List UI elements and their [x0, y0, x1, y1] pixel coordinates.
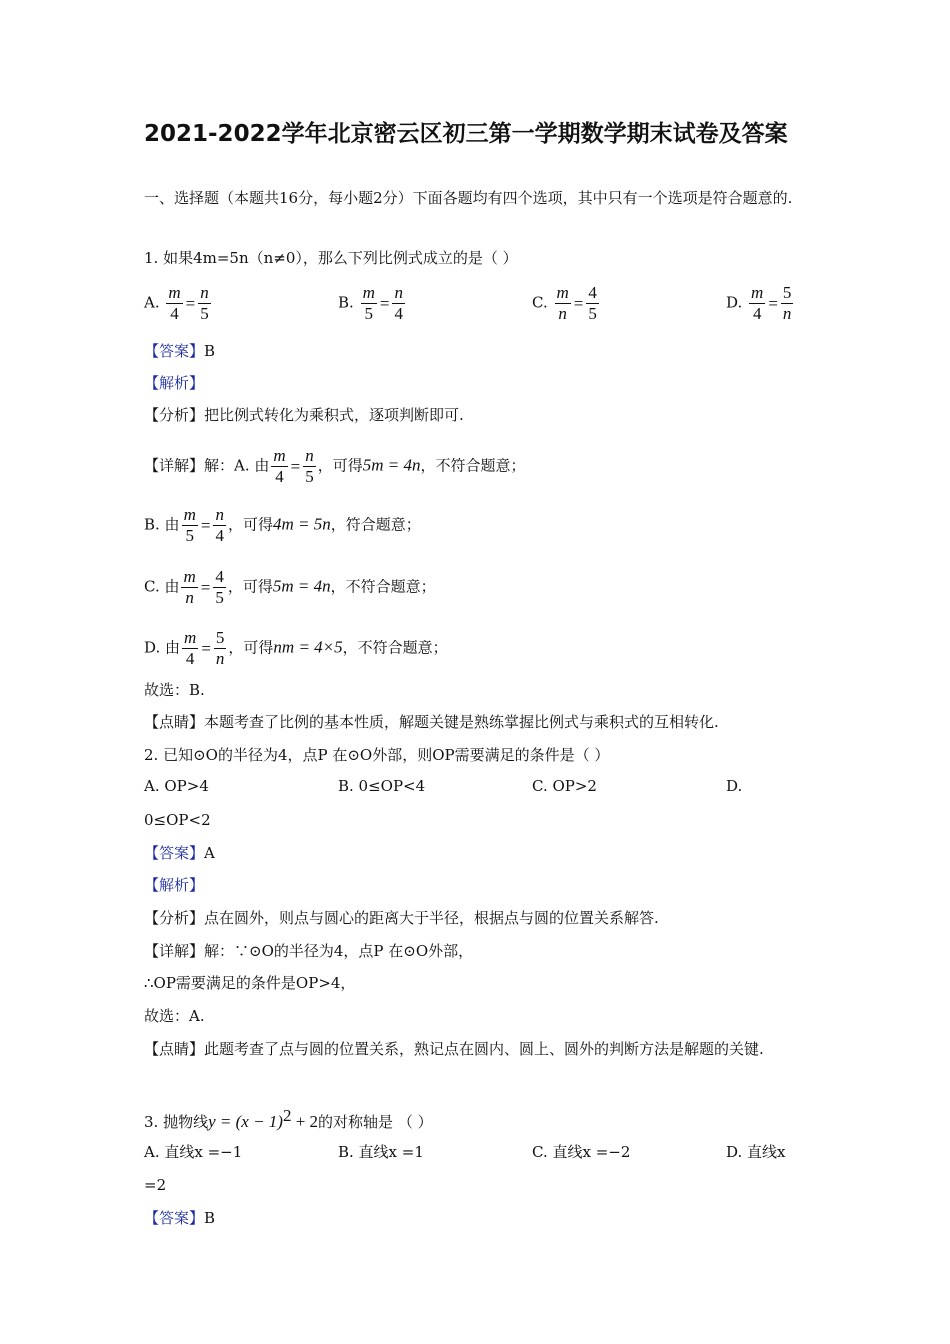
- q2-fenxi: 【分析】点在圆外，则点与圆心的距离大于半径，根据点与圆的位置关系解答.: [144, 909, 659, 927]
- q1-stem: 1. 如果4m=5n（n≠0），那么下列比例式成立的是（ ）: [144, 249, 518, 267]
- q1-option-a-frac-left: $\frac{m}{4}$: [168, 283, 181, 323]
- q3-stem: 3. 抛物线$y = (x - 1)^2 + 2$的对称轴是 （ ）: [144, 1106, 433, 1131]
- q3-option-d: D. 直线x: [726, 1143, 786, 1161]
- q1-option-a-label: A.: [144, 293, 160, 312]
- section-heading: 一、选择题（本题共16分，每小题2分）下面各题均有四个选项，其中只有一个选项是符合题意的.: [144, 189, 793, 207]
- q1-fenxi: 【分析】把比例式转化为乘积式，逐项判断即可.: [144, 406, 464, 424]
- q1-option-b: B. $\frac{m}{5}$ = $\frac{n}{4}$: [338, 283, 403, 323]
- q1-analysis-tag: 【解析】: [144, 374, 205, 392]
- q1-choose: 故选：B.: [144, 681, 205, 699]
- q2-option-b: B. 0≤OP<4: [338, 777, 426, 795]
- q2-therefore: ∴OP需要满足的条件是OP>4，: [144, 974, 356, 992]
- q1-option-c-frac-right: $\frac{4}{5}$: [588, 283, 597, 323]
- q3-answer: 【答案】B: [144, 1209, 216, 1227]
- q1-detail-b: B. 由 $\frac{m}{5}$ = $\frac{n}{4}$ ，可得4m = 5n，符合题意；: [144, 505, 421, 545]
- q2-option-a: A. OP>4: [144, 777, 209, 795]
- q2-answer: 【答案】A: [144, 844, 215, 862]
- q1-option-c-frac-left: $\frac{m}{n}$: [556, 283, 569, 323]
- q1-detail-a: 【详解】解：A. 由 $\frac{m}{4}$ = $\frac{n}{5}$ ，可得5m = 4n，不符合题意；: [144, 446, 526, 486]
- q1-option-d-label: D.: [726, 293, 743, 312]
- q1-option-c: C. $\frac{m}{n}$ = $\frac{4}{5}$: [532, 283, 597, 323]
- q2-stem: 2. 已知⊙O的半径为4，点P 在⊙O外部，则OP需要满足的条件是（ ）: [144, 746, 610, 764]
- q2-choose: 故选：A.: [144, 1007, 205, 1025]
- q1-option-a: A. $\frac{m}{4}$ = $\frac{n}{5}$: [144, 283, 209, 323]
- q1-detail-c: C. 由 $\frac{m}{n}$ = $\frac{4}{5}$ ，可得5m = 4n，不符合题意；: [144, 567, 436, 607]
- q1-option-c-label: C.: [532, 293, 548, 312]
- q3-option-c: C. 直线x =−2: [532, 1143, 631, 1161]
- q2-option-d-cont: 0≤OP<2: [144, 811, 211, 829]
- q2-option-d: D.: [726, 777, 743, 795]
- q1-option-d-frac-right: $\frac{5}{n}$: [782, 283, 792, 323]
- q3-option-b: B. 直线x =1: [338, 1143, 424, 1161]
- q1-option-b-frac-right: $\frac{n}{4}$: [394, 283, 403, 323]
- q1-option-b-label: B.: [338, 293, 354, 312]
- q1-option-d: D. $\frac{m}{4}$ = $\frac{5}{n}$: [726, 283, 792, 323]
- q3-option-d-cont: =2: [144, 1176, 167, 1194]
- q1-detail-d: D. 由 $\frac{m}{4}$ = $\frac{5}{n}$ ，可得nm = 4×5，不符合题意；: [144, 628, 448, 668]
- q2-dianjing: 【点睛】此题考查了点与圆的位置关系，熟记点在圆内、圆上、圆外的判断方法是解题的关键.: [144, 1040, 764, 1058]
- q2-option-c: C. OP>2: [532, 777, 597, 795]
- q2-analysis-tag: 【解析】: [144, 876, 205, 894]
- q2-detail: 【详解】解：∵⊙O的半径为4，点P 在⊙O外部，: [144, 942, 474, 960]
- q1-option-d-frac-left: $\frac{m}{4}$: [751, 283, 764, 323]
- page-title: 2021-2022学年北京密云区初三第一学期数学期末试卷及答案: [144, 121, 788, 147]
- q1-answer: 【答案】B: [144, 342, 216, 360]
- q1-option-a-frac-right: $\frac{n}{5}$: [200, 283, 209, 323]
- q1-option-b-frac-left: $\frac{m}{5}$: [362, 283, 375, 323]
- q3-option-a: A. 直线x =−1: [144, 1143, 243, 1161]
- q1-dianjing: 【点睛】本题考查了比例的基本性质，解题关键是熟练掌握比例式与乘积式的互相转化.: [144, 713, 719, 731]
